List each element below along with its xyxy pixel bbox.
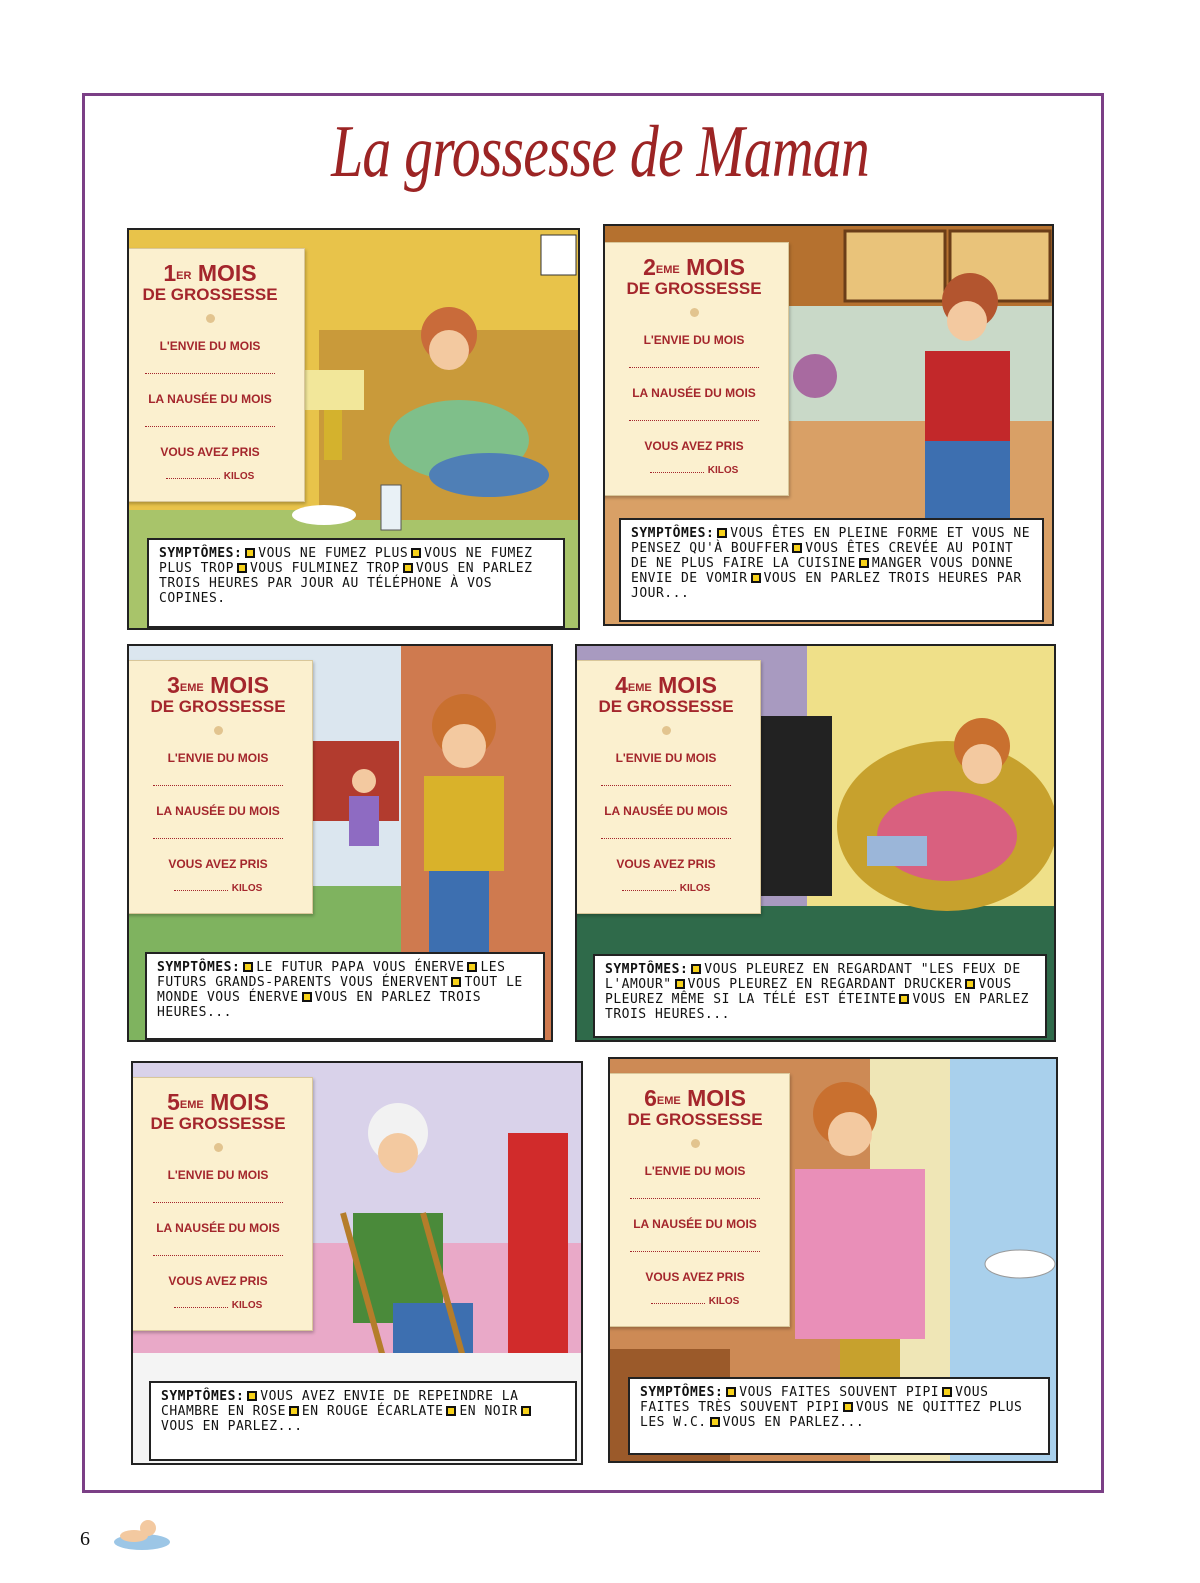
month-heading: 4EME MOIS [615,672,717,698]
checkbox-icon [859,558,869,568]
checkbox-icon [245,548,255,558]
envie-line[interactable] [630,1198,760,1199]
card-subtitle: DE GROSSESSE [142,285,278,304]
checkbox-icon [446,1406,456,1416]
envie-line[interactable] [153,1202,283,1203]
nausee-label: LA NAUSÉE DU MOIS [148,392,272,406]
month-card [127,248,305,502]
envie-label: L'ENVIE DU MOIS [167,751,269,765]
panel-month-5 [131,1061,583,1465]
nausee-line[interactable] [153,838,283,839]
month-card [575,660,761,914]
envie-line[interactable] [153,785,283,786]
checkbox-icon [942,1387,952,1397]
card-dot [662,726,671,735]
month-card [603,242,789,496]
kilos-field[interactable]: KILOS [603,465,788,476]
checkbox-icon [751,573,761,583]
symptoms-bubble: SYMPTÔMES: LE FUTUR PAPA VOUS ÉNERVE LES FUTURS GRANDS-PARENTS VOUS ÉNERVENT TOUT LE MONDE VOUS ÉNERVE VOUS EN PARLEZ TROIS HEURES... [145,952,545,1040]
page-number: 6 [80,1528,90,1550]
panel-month-4 [575,644,1056,1042]
card-dot [206,314,215,323]
card-subtitle: DE GROSSESSE [150,697,286,716]
kilos-field[interactable]: KILOS [127,883,312,894]
panel-month-3 [127,644,553,1042]
checkbox-icon [243,962,253,972]
symptoms-bubble: SYMPTÔMES: VOUS ÊTES EN PLEINE FORME ET VOUS NE PENSEZ QU'À BOUFFER VOUS ÊTES CREVÉE AU POINT DE NE PLUS FAIRE LA CUISINE MANGER VOUS DONNE ENVIE DE VOMIR VOUS EN PARLEZ TROIS HEURES PAR JOUR... [619,518,1044,622]
nausee-label: LA NAUSÉE DU MOIS [604,804,728,818]
pris-label: VOUS AVEZ PRIS [168,1274,268,1288]
checkbox-icon [675,979,685,989]
kilos-field[interactable]: KILOS [127,471,304,482]
month-heading: 3EME MOIS [167,672,269,698]
card-dot [690,308,699,317]
symptoms-bubble: SYMPTÔMES: VOUS AVEZ ENVIE DE REPEINDRE LA CHAMBRE EN ROSE EN ROUGE ÉCARLATE EN NOIRVOUS EN PARLEZ... [149,1381,577,1461]
pris-label: VOUS AVEZ PRIS [160,445,260,459]
checkbox-icon [521,1406,531,1416]
nausee-line[interactable] [629,420,759,421]
nausee-line[interactable] [630,1251,760,1252]
card-dot [691,1139,700,1148]
kilos-field[interactable]: KILOS [608,1296,789,1307]
nausee-line[interactable] [145,426,275,427]
checkbox-icon [403,563,413,573]
nausee-line[interactable] [601,838,731,839]
symptoms-bubble: SYMPTÔMES: VOUS NE FUMEZ PLUS VOUS NE FUMEZ PLUS TROP VOUS FULMINEZ TROP VOUS EN PARLEZ TROIS HEURES PAR JOUR AU TÉLÉPHONE À VOS COPINES. [147,538,565,628]
pris-label: VOUS AVEZ PRIS [616,857,716,871]
card-dot [214,1143,223,1152]
envie-label: L'ENVIE DU MOIS [643,333,745,347]
month-card [608,1073,790,1327]
card-subtitle: DE GROSSESSE [627,1110,763,1129]
card-subtitle: DE GROSSESSE [598,697,734,716]
month-heading: 2EME MOIS [643,254,745,280]
nausee-line[interactable] [153,1255,283,1256]
panel-month-1 [127,228,580,630]
month-card [127,660,313,914]
month-heading: 1ER MOIS [163,260,257,286]
envie-label: L'ENVIE DU MOIS [644,1164,746,1178]
baby-icon [110,1518,172,1552]
card-subtitle: DE GROSSESSE [626,279,762,298]
nausee-label: LA NAUSÉE DU MOIS [156,1221,280,1235]
envie-label: L'ENVIE DU MOIS [159,339,261,353]
checkbox-icon [965,979,975,989]
envie-line[interactable] [629,367,759,368]
month-heading: 5EME MOIS [167,1089,269,1115]
month-card [131,1077,313,1331]
envie-label: L'ENVIE DU MOIS [615,751,717,765]
symptoms-bubble: SYMPTÔMES: VOUS FAITES SOUVENT PIPI VOUS FAITES TRÈS SOUVENT PIPI VOUS NE QUITTEZ PLUS LES W.C. VOUS EN PARLEZ... [628,1377,1050,1455]
checkbox-icon [467,962,477,972]
checkbox-icon [451,977,461,987]
kilos-field[interactable]: KILOS [131,1300,312,1311]
checkbox-icon [247,1391,257,1401]
checkbox-icon [691,964,701,974]
checkbox-icon [237,563,247,573]
checkbox-icon [302,992,312,1002]
checkbox-icon [411,548,421,558]
panel-month-6 [608,1057,1058,1463]
pris-label: VOUS AVEZ PRIS [168,857,268,871]
envie-line[interactable] [601,785,731,786]
checkbox-icon [843,1402,853,1412]
nausee-label: LA NAUSÉE DU MOIS [633,1217,757,1231]
card-dot [214,726,223,735]
panel-month-2 [603,224,1054,626]
page-title: La grossesse de Maman [331,111,869,193]
checkbox-icon [289,1406,299,1416]
envie-line[interactable] [145,373,275,374]
nausee-label: LA NAUSÉE DU MOIS [156,804,280,818]
card-subtitle: DE GROSSESSE [150,1114,286,1133]
month-heading: 6EME MOIS [644,1085,746,1111]
nausee-label: LA NAUSÉE DU MOIS [632,386,756,400]
symptoms-bubble: SYMPTÔMES: VOUS PLEUREZ EN REGARDANT "LES FEUX DE L'AMOUR" VOUS PLEUREZ EN REGARDANT DRUCKER VOUS PLEUREZ MÊME SI LA TÉLÉ EST ÉTEINTE VOUS EN PARLEZ TROIS HEURES... [593,954,1047,1038]
pris-label: VOUS AVEZ PRIS [644,439,744,453]
kilos-field[interactable]: KILOS [575,883,760,894]
checkbox-icon [717,528,727,538]
checkbox-icon [792,543,802,553]
pris-label: VOUS AVEZ PRIS [645,1270,745,1284]
envie-label: L'ENVIE DU MOIS [167,1168,269,1182]
checkbox-icon [726,1387,736,1397]
checkbox-icon [710,1417,720,1427]
checkbox-icon [899,994,909,1004]
